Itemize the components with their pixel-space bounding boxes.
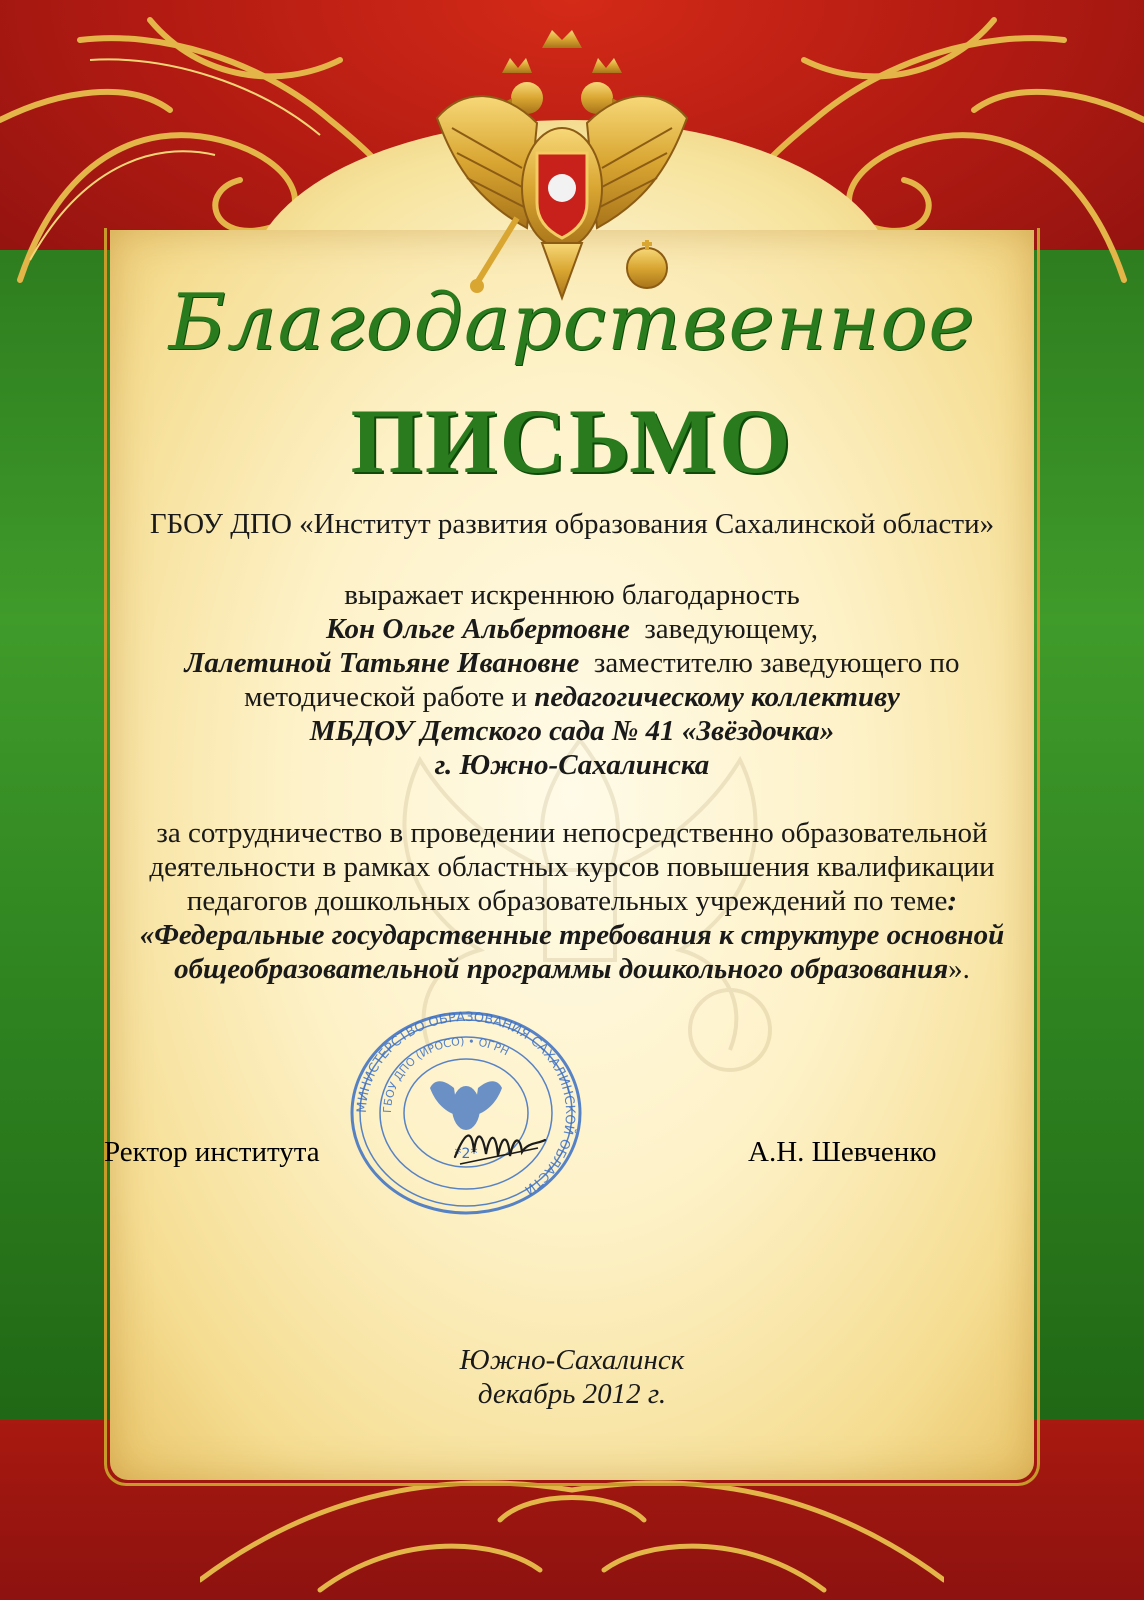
- person1-role: заведующему,: [644, 613, 819, 645]
- stamp-inner-text: ГБОУ ДПО (ИРОСО) • ОГРН: [380, 1034, 512, 1114]
- person1-line: [0, 612, 1144, 646]
- person2-line: [0, 646, 1144, 680]
- collective: педагогическому коллективу: [534, 681, 900, 713]
- coat-of-arms-icon: [432, 28, 692, 318]
- signer-position: Ректор института: [104, 1136, 320, 1168]
- person2-role-cont: методической работе и: [244, 681, 528, 713]
- institution-name: ГБОУ ДПО «Институт развития образования Сахалинской области»: [149, 508, 995, 540]
- title-script: Благодарственное: [168, 278, 976, 368]
- topic-line-2: [0, 952, 1144, 986]
- handwritten-signature-icon: [450, 1112, 550, 1182]
- footer-city: Южно-Сахалинск: [459, 1344, 685, 1376]
- stamp-center-mark: *2*: [454, 1146, 478, 1162]
- reason-block: [0, 816, 1144, 986]
- person1-name: Кон Ольге Альбертовне: [325, 613, 630, 645]
- reason-line-1: за сотрудничество в проведении непосредственно образовательной: [156, 817, 988, 849]
- footer-date: декабрь 2012 г.: [477, 1378, 667, 1410]
- reason-line-3-text: педагогов дошкольных образовательных учреждений по теме: [186, 885, 948, 917]
- stamp-outer-text: МИНИСТЕРСТВО ОБРАЗОВАНИЯ САХАЛИНСКОЙ ОБЛАСТИ: [354, 1009, 578, 1198]
- intro-line: выражает искреннюю благодарность: [344, 579, 800, 611]
- topic-line-1: «Федеральные государственные требования к структуре основной: [139, 919, 1005, 951]
- reason-line-2: деятельности в рамках областных курсов повышения квалификации: [149, 851, 995, 883]
- topic-end: ».: [948, 953, 970, 985]
- reason-line-3: [0, 884, 1144, 918]
- organization-city: г. Южно-Сахалинска: [434, 749, 710, 781]
- footer-block: [0, 1343, 1144, 1411]
- organization: МБДОУ Детского сада № 41 «Звёздочка»: [309, 715, 835, 747]
- person2-role: заместителю заведующего по: [593, 647, 960, 679]
- person2-name: Лалетиной Татьяне Ивановне: [184, 647, 580, 679]
- title-main: ПИСЬМО: [350, 390, 794, 492]
- collective-line: [0, 680, 1144, 714]
- signer-name: А.Н. Шевченко: [748, 1136, 937, 1168]
- topic-line-2-text: общеобразовательной программы дошкольного образования: [174, 953, 949, 985]
- recipients-block: [0, 578, 1144, 782]
- reason-colon: :: [947, 885, 958, 917]
